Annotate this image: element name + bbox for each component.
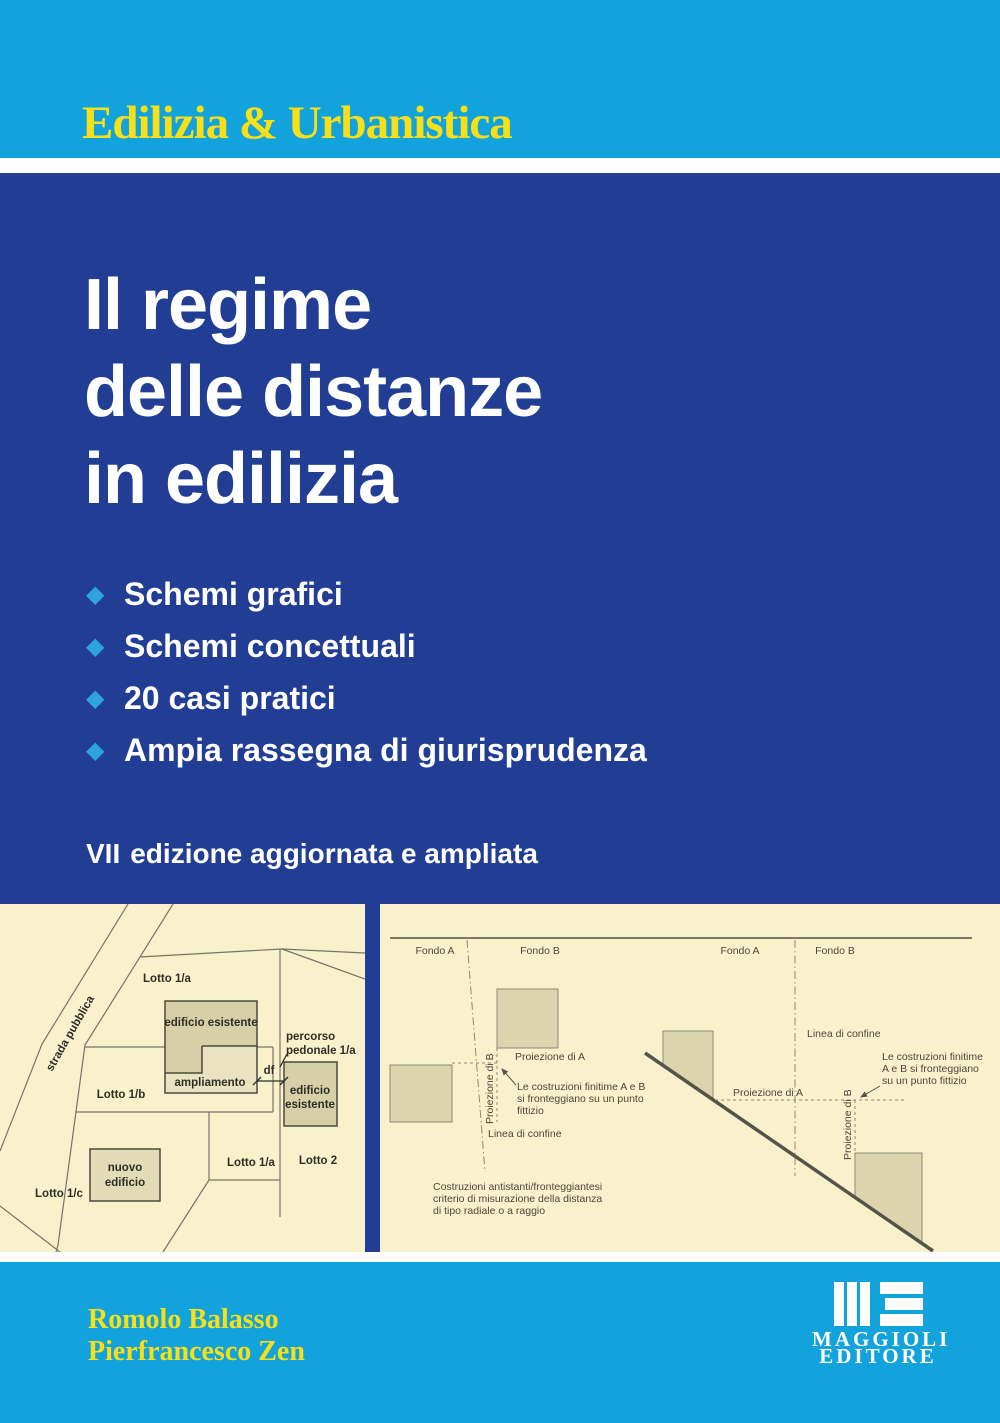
annotation-text: su un punto fittizio [882,1075,967,1087]
title-line-2: delle distanze [84,352,543,432]
fondo-label: Fondo A [415,945,455,957]
building-label: ampliamento [174,1077,246,1089]
diamond-bullet-icon: ◆ [86,684,105,712]
building-label: edificio esistente [164,1017,258,1029]
author-name: Romolo Balasso [88,1304,279,1335]
projection-diagram [380,904,1000,1252]
list-item-label: Ampia rassegna di giurisprudenza [124,731,647,768]
building-b-shape [497,989,558,1048]
lot-label: Lotto 2 [298,1155,338,1167]
series-banner [0,0,1000,158]
title-line-1: Il regime [84,265,372,345]
maggioli-logo-icon [812,1282,944,1326]
building-label: edificio [289,1085,331,1097]
publisher-name: MAGGIOLI [812,1327,951,1351]
building-label: edificio [104,1177,146,1189]
logo-bar [834,1282,844,1326]
author-name: Pierfrancesco Zen [88,1336,305,1367]
caption-text: di tipo radiale o a raggio [433,1205,546,1217]
caption-text: criterio di misurazione della distanza [433,1193,603,1205]
list-item-label: Schemi grafici [124,575,343,612]
road-label: strada pubblica [44,993,98,1074]
diamond-bullet-icon: ◆ [86,736,105,764]
publisher-logo [812,1282,951,1368]
boundary-label: Linea di confine [807,1028,881,1040]
book-title [84,262,542,523]
fondo-label: Fondo B [520,945,560,957]
boundary-label: Linea di confine [488,1128,562,1140]
diamond-bullet-icon: ◆ [86,580,105,608]
edition-text: edizione aggiornata e ampliata [130,838,538,869]
annotation-text: A e B si fronteggiano [882,1063,979,1075]
path-label: pedonale 1/a [286,1045,356,1057]
fondo-label: Fondo A [720,945,760,957]
edition-note [86,838,538,870]
list-item-label: 20 casi pratici [124,679,336,716]
annotation-text: Le costruzioni finitime [882,1051,983,1063]
logo-e-glyph [880,1282,923,1326]
lot-label: Lotto 1/a [227,1157,275,1169]
lot-label: Lotto 1/c [35,1188,83,1200]
building-a-shape [390,1065,452,1122]
caption-text: Costruzioni antistanti/fronteggiantesi [433,1181,603,1193]
projection-label: Proiezione di A [733,1087,804,1099]
lot-label: Lotto 1/a [143,973,191,985]
building-label: esistente [285,1099,335,1111]
edition-number: VII [86,838,121,869]
lot-label: Lotto 1/b [96,1089,146,1101]
annotation-text: Le costruzioni finitime A e B [517,1081,646,1093]
distance-label: df [263,1065,275,1077]
feature-list [86,568,647,776]
list-item [86,724,647,776]
projection-label: Proiezione di B [484,1053,496,1124]
annotation-text: si fronteggiano su un punto [517,1093,644,1105]
publisher-type: EDITORE [819,1344,937,1368]
list-item-label: Schemi concettuali [124,627,416,664]
logo-e-bar [885,1298,923,1310]
list-item [86,672,647,724]
fondo-label: Fondo B [815,945,855,957]
site-plan-diagram [0,904,365,1252]
building-label: nuovo [107,1162,143,1174]
projection-label: Proiezione di A [515,1051,586,1063]
list-item [86,568,647,620]
logo-bar [847,1282,857,1326]
title-line-3: in edilizia [84,439,398,519]
logo-bar [860,1282,870,1326]
list-item [86,620,647,672]
path-label: percorso [286,1031,336,1043]
series-title: Edilizia & Urbanistica [82,97,512,149]
new-building-shape [90,1149,160,1201]
annotation-text: fittizio [517,1105,544,1117]
logo-e-bar [880,1282,923,1294]
projection-label: Proiezione di B [842,1089,854,1160]
diamond-bullet-icon: ◆ [86,632,105,660]
logo-e-bar [880,1314,923,1326]
